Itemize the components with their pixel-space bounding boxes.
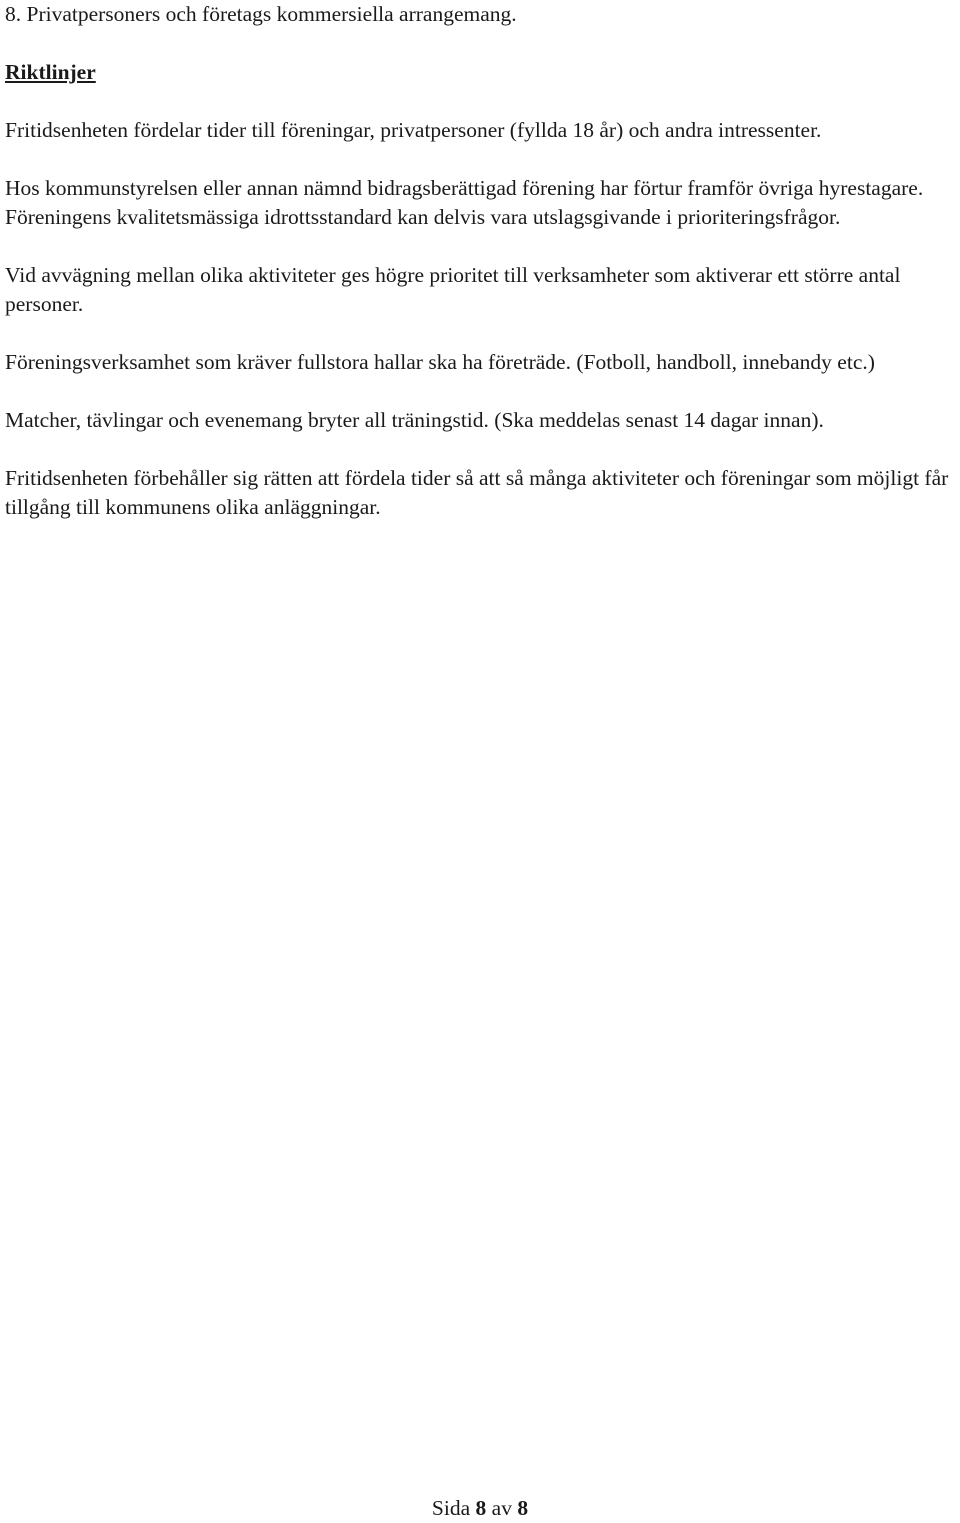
paragraph: Vid avvägning mellan olika aktiviteter ges högre prioritet till verksamheter som aktiverar ett större antal personer. [5,263,901,316]
page-footer [0,1494,960,1523]
current-page-number: 8 [475,1496,487,1520]
page-separator: av [491,1496,512,1520]
paragraph: Fritidsenheten förbehåller sig rätten att fördela tider så att så många aktiviteter och föreningar som möjligt får tillgång till kommunens olika anläggningar. [5,466,949,519]
document-body [5,0,955,522]
paragraph: Fritidsenheten fördelar tider till föreningar, privatpersoner (fyllda 18 år) och andra intressenter. [5,118,822,142]
paragraph: Föreningsverksamhet som kräver fullstora hallar ska ha företräde. (Fotboll, handboll, innebandy etc.) [5,350,875,374]
total-page-number: 8 [517,1496,529,1520]
section-title: 8. Privatpersoners och företags kommersiella arrangemang. [5,2,517,26]
paragraph: Hos kommunstyrelsen eller annan nämnd bidragsberättigad förening har förtur framför övriga hyrestagare. Föreningens kvalitetsmässiga idrottsstandard kan delvis vara utslagsgivande i prioriteringsfrågor. [5,176,924,229]
page-label: Sida [431,1496,471,1520]
paragraph: Matcher, tävlingar och evenemang bryter all träningstid. (Ska meddelas senast 14 dagar innan). [5,408,824,432]
subheading-riktlinjer: Riktlinjer [5,60,96,84]
